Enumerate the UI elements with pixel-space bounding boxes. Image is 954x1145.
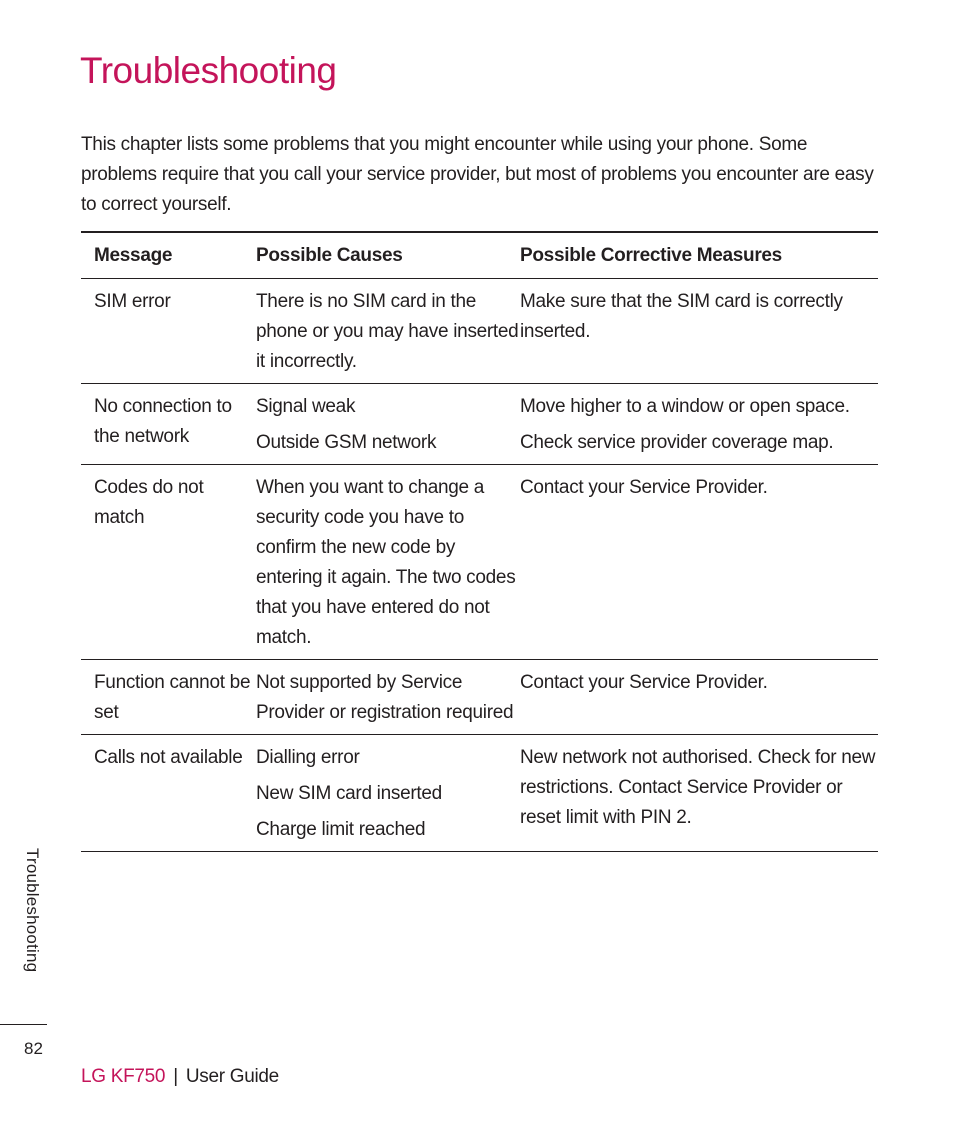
causes-cell xyxy=(256,660,520,734)
table-row xyxy=(81,660,878,735)
footer xyxy=(81,1066,279,1088)
cause-text: Outside GSM network xyxy=(256,432,437,453)
troubleshooting-table xyxy=(81,231,878,852)
measure-text: Check service provider coverage map. xyxy=(520,432,834,453)
page-title: Troubleshooting xyxy=(80,50,337,91)
table-row xyxy=(81,735,878,852)
cause-text: Signal weak xyxy=(256,396,356,417)
table-header-row xyxy=(81,233,878,279)
causes-cell xyxy=(256,384,520,464)
cause-text: Charge limit reached xyxy=(256,819,426,840)
causes-cell xyxy=(256,465,520,659)
message-cell xyxy=(81,465,256,659)
message-cell xyxy=(81,279,256,383)
measures-cell xyxy=(520,735,878,851)
message-text: No connection to the network xyxy=(94,396,232,447)
cause-text: New SIM card inserted xyxy=(256,783,442,804)
table-row xyxy=(81,384,878,465)
measure-text: Make sure that the SIM card is correctly inserted. xyxy=(520,291,843,342)
measure-text: New network not authorised. Check for new restrictions. Contact Service Provider or reset limit with PIN 2. xyxy=(520,747,876,828)
measures-cell xyxy=(520,279,878,383)
message-text: Function cannot be set xyxy=(94,672,251,723)
message-cell xyxy=(81,384,256,464)
causes-cell xyxy=(256,735,520,851)
cause-text: Not supported by Service Provider or registration required xyxy=(256,672,514,723)
side-section-label: Troubleshooting xyxy=(23,848,42,973)
table-row xyxy=(81,465,878,660)
measures-cell xyxy=(520,465,878,659)
header-possible-causes: Possible Causes xyxy=(256,244,403,266)
footer-brand: LG KF750 xyxy=(81,1066,166,1087)
measure-text: Move higher to a window or open space. xyxy=(520,396,850,417)
footer-separator: | xyxy=(173,1066,178,1087)
measure-text: Contact your Service Provider. xyxy=(520,477,768,498)
message-cell xyxy=(81,735,256,851)
message-text: Codes do not match xyxy=(94,477,204,528)
measures-cell xyxy=(520,660,878,734)
header-corrective-measures: Possible Corrective Measures xyxy=(520,244,782,266)
intro-paragraph: This chapter lists some problems that you might encounter while using your phone. Some problems require that you call your service provider, but most of problems you encounter are easy to correct yourself. xyxy=(81,134,874,215)
footer-guide: User Guide xyxy=(185,1066,279,1087)
measure-text: Contact your Service Provider. xyxy=(520,672,768,693)
message-text: Calls not available xyxy=(94,747,243,768)
message-cell xyxy=(81,660,256,734)
header-message: Message xyxy=(94,244,173,266)
causes-cell xyxy=(256,279,520,383)
cause-text: When you want to change a security code you have to confirm the new code by entering it again. The two codes that you have entered do not match. xyxy=(256,477,516,648)
table-row xyxy=(81,279,878,384)
side-divider xyxy=(0,1024,47,1025)
measures-cell xyxy=(520,384,878,464)
message-text: SIM error xyxy=(94,291,171,312)
page-number: 82 xyxy=(24,1039,43,1058)
cause-text: Dialling error xyxy=(256,747,360,768)
cause-text: There is no SIM card in the phone or you may have inserted it incorrectly. xyxy=(256,291,519,372)
